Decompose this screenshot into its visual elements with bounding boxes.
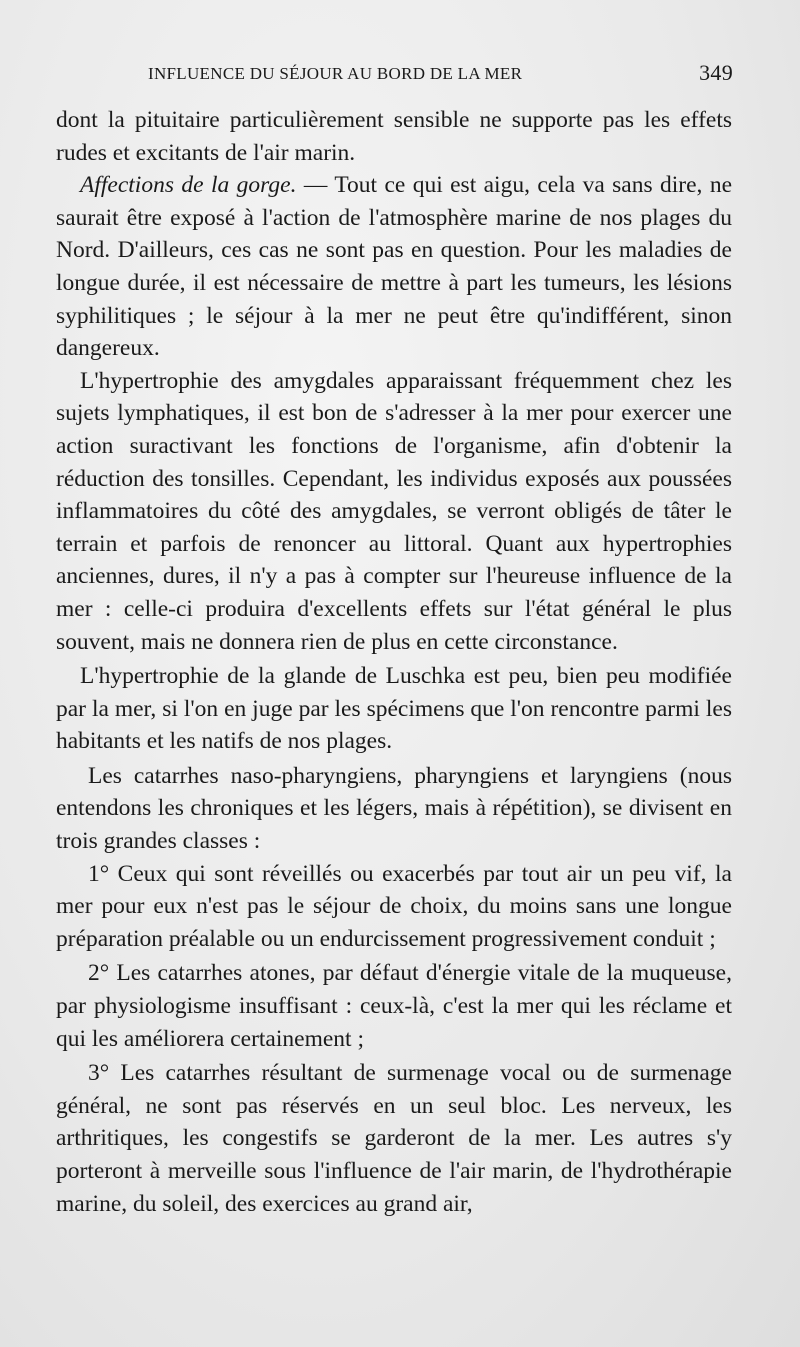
paragraph-2-lead: Affections de la gorge. [80,172,297,199]
page-header [148,60,733,90]
paragraph-2-rest: — Tout ce qui est aigu, cela va sans dire, ne saurait être exposé à l'action de l'atmosphère marine de nos plages du Nord. D'ailleurs, ces cas ne sont pas en question. Pour les maladies de longue durée, il est nécessaire de mettre à part les tumeurs, les lésions syphilitiques ; le séjour à la mer ne peut être qu'indifférent, sinon dangereux. [56,172,732,362]
paragraph-8: 3° Les catarrhes résultant de surmenage vocal ou de surmenage général, ne sont pas réservés en un seul bloc. Les nerveux, les arthritiques, les congestifs se garderont de la mer. Les autres s'y porteront à merveille sous l'influence de l'air marin, de l'hydrothérapie marine, du soleil, des exercices au grand air, [56,1060,732,1217]
paragraph-6: 1° Ceux qui sont réveillés ou exacerbés par tout air un peu vif, la mer pour eux n'est pas le séjour de choix, du moins sans une longue préparation préalable ou un endurcissement progressivement conduit ; [56,860,732,952]
paragraph-2 [56,169,732,365]
running-head: INFLUENCE DU SÉJOUR AU BORD DE LA MER [148,64,523,83]
paragraph-4: L'hypertrophie de la glande de Luschka est peu, bien peu modifiée par la mer, si l'on en juge par les spécimens que l'on rencontre parmi les habitants et les natifs de nos plages. [56,663,732,755]
page-number: 349 [699,60,733,85]
paragraph-5: Les catarrhes naso-pharyngiens, pharyngiens et laryngiens (nous entendons les chroniques et les légers, mais à répétition), se divisent en trois grandes classes : [56,762,732,855]
paragraph-3: L'hypertrophie des amygdales apparaissant fréquemment chez les sujets lymphatiques, il est bon de s'adresser à la mer pour exercer une action suractivant les fonctions de l'organisme, afin d'obtenir la réduction des tonsilles. Cependant, les individus exposés aux poussées inflammatoires du côté des amygdales, se verront obligés de tâter le terrain et parfois de renoncer au littoral. Quant aux hypertrophies anciennes, dures, il n'y a pas à compter sur l'heureuse influence de la mer : celle-ci produira d'excellents effets sur l'état général le plus souvent, mais ne donnera rien de plus en cette circonstance. [56,367,732,655]
paragraph-1: dont la pituitaire particulièrement sensible ne supporte pas les effets rudes et excitants de l'air marin. [56,107,732,166]
paragraph-7: 2° Les catarrhes atones, par défaut d'énergie vitale de la muqueuse, par physiologisme insuffisant : ceux-là, c'est la mer qui les réclame et qui les améliorera certainement ; [56,960,732,1052]
body-text [56,104,732,1220]
